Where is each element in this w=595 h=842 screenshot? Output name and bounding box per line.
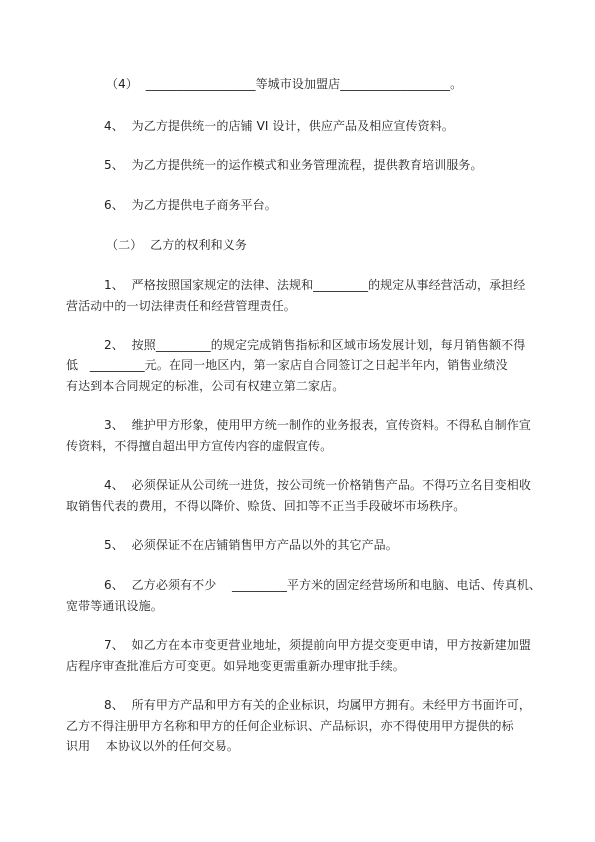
- duty-7-line-1: 7、 如乙方在本市变更营业地址，须提前向甲方提交变更申请，甲方按新建加盟: [104, 638, 531, 652]
- duty-2-line-1: 2、 按照_________的规定完成销售指标和区域市场发展计划，每月销售额不得: [104, 338, 526, 352]
- section-heading: （二） 乙方的权利和义务: [106, 238, 247, 252]
- clause-5-line: 5、 为乙方提供统一的运作模式和业务管理流程，提供教育培训服务。: [104, 158, 483, 172]
- duty-6-line-1: 6、 乙方必须有不少 _________平方米的固定经营场所和电脑、电话、传真机、: [104, 578, 542, 592]
- duty-3-line-2: 传资料，不得擅自超出甲方宣传内容的虚假宣传。: [66, 439, 333, 453]
- duty-8-line-1: 8、 所有甲方产品和甲方有关的企业标识，均属甲方拥有。未经甲方书面许可，: [104, 698, 531, 712]
- duty-4-line-1: 4、 必须保证从公司统一进货，按公司统一价格销售产品。不得巧立名目变相收: [104, 478, 531, 492]
- clause-1-4-line: （4） __________________等城市设加盟店__________________。: [106, 77, 463, 91]
- clause-4-line: 4、 为乙方提供统一的店铺 VI 设计，供应产品及相应宣传资料。: [104, 119, 454, 133]
- duty-7-line-2: 店程序审查批准后方可变更。如异地变更需重新办理审批手续。: [66, 659, 405, 673]
- duty-2-line-3: 有达到本合同规定的标准，公司有权建立第二家店。: [66, 379, 345, 393]
- duty-6-line-2: 宽带等通讯设施。: [66, 599, 163, 613]
- duty-1-line-2: 营活动中的一切法律责任和经营管理责任。: [66, 299, 296, 313]
- duty-3-line-1: 3、 维护甲方形象，使用甲方统一制作的业务报表，宣传资料。不得私自制作宣: [104, 418, 531, 432]
- clause-6-line: 6、 为乙方提供电子商务平台。: [104, 198, 277, 212]
- duty-5-line: 5、 必须保证不在店铺销售甲方产品以外的其它产品。: [104, 538, 398, 552]
- duty-1-line-1: 1、 严格按照国家规定的法律、法规和_________的规定从事经营活动，承担经: [104, 278, 526, 292]
- duty-8-line-3: 识用 本协议以外的任何交易。: [66, 739, 239, 753]
- duty-2-line-2: 低 _________元。在同一地区内，第一家店自合同签订之日起半年内，销售业绩没: [66, 358, 508, 372]
- duty-8-line-2: 乙方不得注册甲方名称和甲方的任何企业标识、产品标识，亦不得使用甲方提供的标: [66, 719, 514, 733]
- duty-4-line-2: 取销售代表的费用，不得以降价、赊货、回扣等不正当手段破坏市场秩序。: [66, 499, 466, 513]
